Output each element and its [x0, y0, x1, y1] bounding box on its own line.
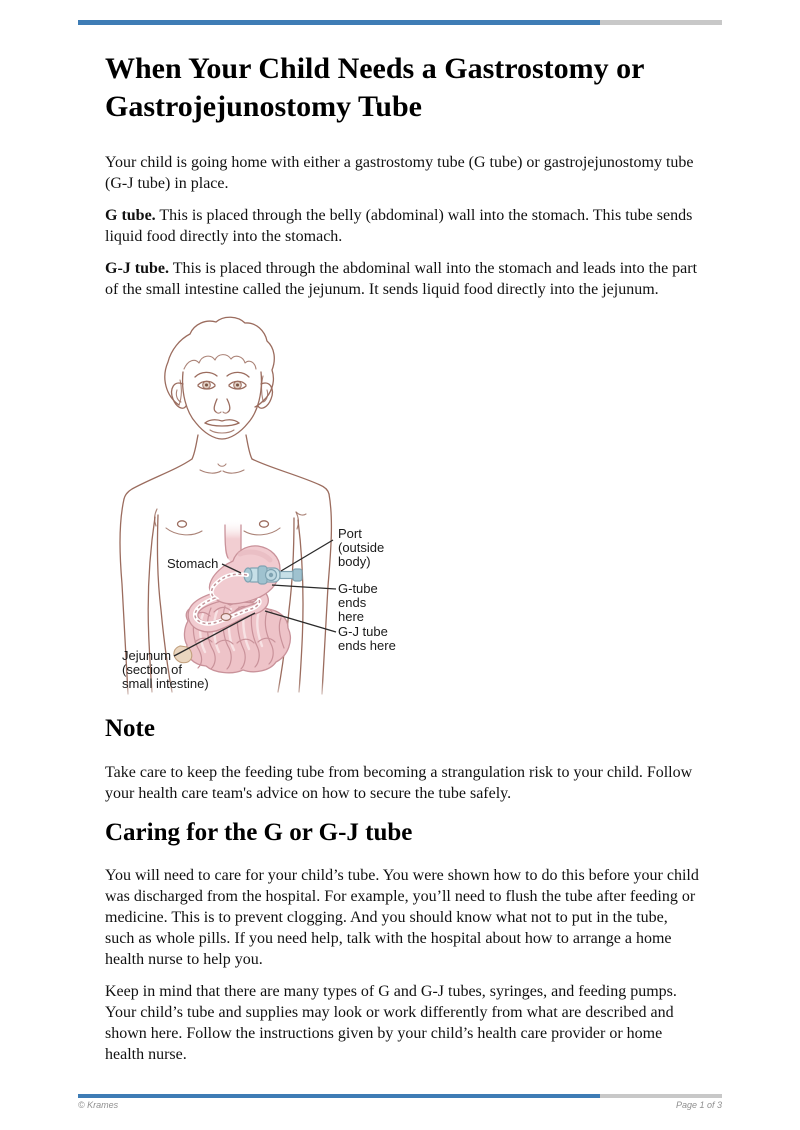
eye-right	[229, 381, 246, 389]
leader-gtube	[272, 585, 336, 589]
note-heading: Note	[105, 715, 155, 742]
label-port-line3: body)	[338, 554, 371, 569]
pec-right	[244, 528, 280, 535]
mouth	[205, 420, 239, 433]
footer	[78, 1100, 722, 1110]
gj-tube-text: This is placed through the abdominal wall into the stomach and leads into the part of the small intestine called the jejunum. It sends liquid food directly into the jejunum.	[105, 260, 698, 298]
shoulder-right	[252, 459, 329, 494]
eyebrow-left	[195, 372, 217, 377]
collarbone-left	[200, 470, 221, 473]
anatomy-figure	[100, 312, 440, 702]
port-connector	[293, 569, 302, 581]
caring-heading: Caring for the G or G-J tube	[105, 819, 413, 846]
label-stomach: Stomach	[167, 556, 219, 571]
label-jejunum-line1: Jejunum	[122, 648, 172, 663]
neck-right	[246, 435, 252, 459]
footer-rule-accent	[78, 1094, 600, 1098]
hairline	[184, 355, 256, 369]
g-tube-term: G tube.	[105, 207, 156, 224]
g-tube-text: This is placed through the belly (abdominal) wall into the stomach. This tube sends liquid food directly into the stomach.	[105, 207, 693, 245]
leader-port	[281, 540, 333, 571]
label-gjtube-line1: G-J tube	[338, 624, 388, 639]
collar-notch	[218, 464, 226, 466]
page-title: When Your Child Needs a Gastrostomy or Gastrojejunostomy Tube	[105, 52, 644, 123]
neck-left	[192, 435, 198, 459]
port-neck	[280, 572, 293, 579]
port-valve-center	[269, 573, 273, 577]
gj-tube-definition	[105, 258, 700, 300]
intro-paragraph: Your child is going home with either a gastrostomy tube (G tube) or gastrojejunostomy tube (G-J tube) in place.	[105, 154, 694, 192]
label-jejunum-line3: small intestine)	[122, 676, 209, 691]
nose	[214, 399, 230, 413]
eye-left	[198, 381, 215, 389]
g-tube-definition	[105, 205, 700, 247]
caring-paragraph-1: You will need to care for your child’s tube. You were shown how to do this before your child was discharged from the hospital. For example, you’ll need to flush the tube after feeding or medicine. This is to prevent clogging. And you should know what not to put in the tube, such as whole pills. If you need help, talk with the hospital about how to arrange a home health nurse to help you.	[105, 867, 699, 968]
label-gtube-line3: here	[338, 609, 365, 624]
nipple-left	[178, 521, 187, 527]
collarbone-right	[223, 470, 244, 473]
nipple-right	[260, 521, 269, 527]
label-port-line2: (outside	[338, 540, 385, 555]
digestive-organs	[174, 519, 290, 673]
label-port-line1: Port	[338, 526, 362, 541]
pec-left	[166, 528, 202, 535]
child-gtube-illustration	[100, 312, 440, 702]
label-gtube-line1: G-tube	[338, 581, 378, 596]
shoulder-left	[124, 459, 192, 499]
gj-tube-term: G-J tube.	[105, 260, 169, 277]
content-column	[100, 0, 740, 1065]
arm-right-inner	[298, 520, 303, 692]
footer-page-number: Page 1 of 3	[675, 1100, 722, 1110]
eyebrow-right	[227, 372, 249, 377]
torso-right	[278, 518, 294, 692]
label-gjtube-line2: ends here	[338, 638, 396, 653]
footer-rule	[78, 1094, 722, 1098]
label-jejunum-line2: (section of	[122, 662, 182, 677]
label-gtube-line2: ends	[338, 595, 367, 610]
face-outline	[183, 372, 262, 439]
caring-paragraph-2: Keep in mind that there are many types of G and G-J tubes, syringes, and feeding pumps. Your child’s tube and supplies may look or work differently from what are described and shown here. Follow the instructions given by your child’s health care provider or home health nurse.	[105, 983, 677, 1063]
navel	[221, 614, 231, 621]
footer-rule-gray	[600, 1094, 722, 1098]
note-paragraph: Take care to keep the feeding tube from becoming a strangulation risk to your child. Follow your health care team's advice on how to secure the tube safely.	[105, 764, 693, 802]
footer-copyright: © Krames	[78, 1100, 119, 1110]
arm-right-outer	[322, 494, 331, 694]
